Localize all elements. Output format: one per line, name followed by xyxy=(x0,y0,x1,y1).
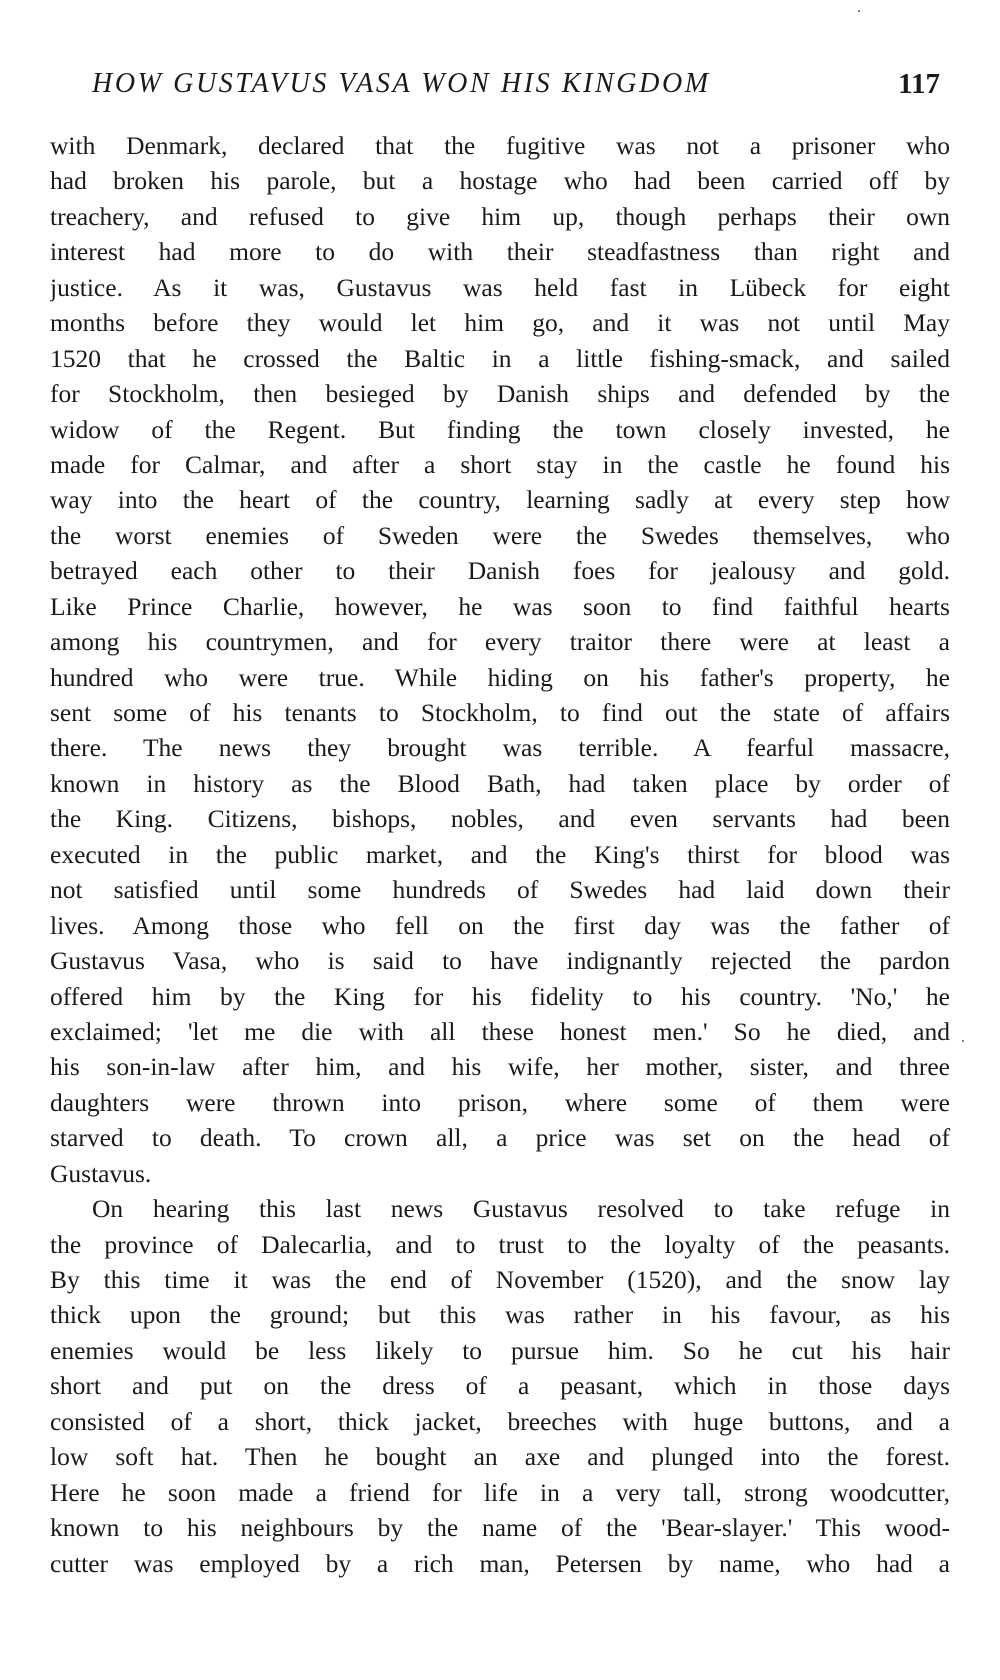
text-line: Gustavus Vasa, who is said to have indignantly rejected the pardon xyxy=(50,946,950,976)
text-line: sent some of his tenants to Stockholm, to find out the state of affairs xyxy=(50,698,950,727)
text-line: the worst enemies of Sweden were the Swedes themselves, who xyxy=(50,520,950,550)
text-line: among his countrymen, and for every traitor there were at least a xyxy=(50,627,950,657)
text-line: executed in the public market, and the King's thirst for blood was xyxy=(50,839,950,869)
text-line: exclaimed; 'let me die with all these honest men.' So he died, and xyxy=(50,1016,950,1046)
body-text xyxy=(50,128,950,1581)
text-line: known in history as the Blood Bath, had taken place by order of xyxy=(50,768,950,798)
print-speck xyxy=(858,10,860,12)
text-line: known to his neighbours by the name of the 'Bear-slayer.' This wood- xyxy=(50,1513,950,1543)
page-number: 117 xyxy=(898,68,940,100)
paragraph-2 xyxy=(50,1191,950,1581)
text-line: betrayed each other to their Danish foes for jealousy and gold. xyxy=(50,556,950,586)
text-line: way into the heart of the country, learning sadly at every step how xyxy=(50,485,950,515)
text-line: his son-in-law after him, and his wife, her mother, sister, and three xyxy=(50,1052,950,1082)
text-line: starved to death. To crown all, a price was set on the head of xyxy=(50,1123,950,1153)
text-line: 1520 that he crossed the Baltic in a little fishing-smack, and sailed xyxy=(50,343,950,373)
paragraph-1 xyxy=(50,128,950,1191)
text-line: treachery, and refused to give him up, though perhaps their own xyxy=(50,201,950,231)
book-page xyxy=(50,0,950,1680)
text-line: consisted of a short, thick jacket, breeches with huge buttons, and a xyxy=(50,1406,950,1436)
text-line: months before they would let him go, and it was not until May xyxy=(50,308,950,338)
text-line: By this time it was the end of November (1520), and the snow lay xyxy=(50,1265,950,1294)
text-line: offered him by the King for his fidelity to his country. 'No,' he xyxy=(50,981,950,1011)
text-line: justice. As it was, Gustavus was held fast in Lübeck for eight xyxy=(50,272,950,302)
text-line: for Stockholm, then besieged by Danish ships and defended by the xyxy=(50,379,950,409)
text-line: the province of Dalecarlia, and to trust to the loyalty of the peasants. xyxy=(50,1229,950,1259)
text-line: Like Prince Charlie, however, he was soon to find faithful hearts xyxy=(50,591,950,621)
text-line: thick upon the ground; but this was rather in his favour, as his xyxy=(50,1300,950,1330)
text-line: had broken his parole, but a hostage who had been carried off by xyxy=(50,166,950,196)
text-line: widow of the Regent. But finding the town closely invested, he xyxy=(50,414,950,444)
text-line: made for Calmar, and after a short stay in the castle he found his xyxy=(50,449,950,479)
text-line: On hearing this last news Gustavus resolved to take refuge in xyxy=(92,1194,950,1224)
running-title: HOW GUSTAVUS VASA WON HIS KINGDOM xyxy=(92,68,711,99)
text-line: enemies would be less likely to pursue him. So he cut his hair xyxy=(50,1335,950,1365)
running-head xyxy=(50,64,950,104)
text-line: interest had more to do with their steadfastness than right and xyxy=(50,237,950,267)
print-speck xyxy=(962,1040,964,1042)
text-line: hundred who were true. While hiding on his father's property, he xyxy=(50,662,950,692)
text-line: lives. Among those who fell on the first day was the father of xyxy=(50,910,950,940)
text-line: not satisfied until some hundreds of Swedes had laid down their xyxy=(50,875,950,905)
text-line: Here he soon made a friend for life in a very tall, strong woodcutter, xyxy=(50,1477,950,1507)
text-line: cutter was employed by a rich man, Petersen by name, who had a xyxy=(50,1548,950,1578)
text-line: the King. Citizens, bishops, nobles, and even servants had been xyxy=(50,804,950,834)
text-line: with Denmark, declared that the fugitive was not a prisoner who xyxy=(50,131,950,160)
text-line: Gustavus. xyxy=(50,1158,152,1188)
text-line: short and put on the dress of a peasant, which in those days xyxy=(50,1371,950,1401)
text-line: there. The news they brought was terrible. A fearful massacre, xyxy=(50,733,950,763)
text-line: low soft hat. Then he bought an axe and plunged into the forest. xyxy=(50,1442,950,1472)
text-line: daughters were thrown into prison, where some of them were xyxy=(50,1087,950,1117)
